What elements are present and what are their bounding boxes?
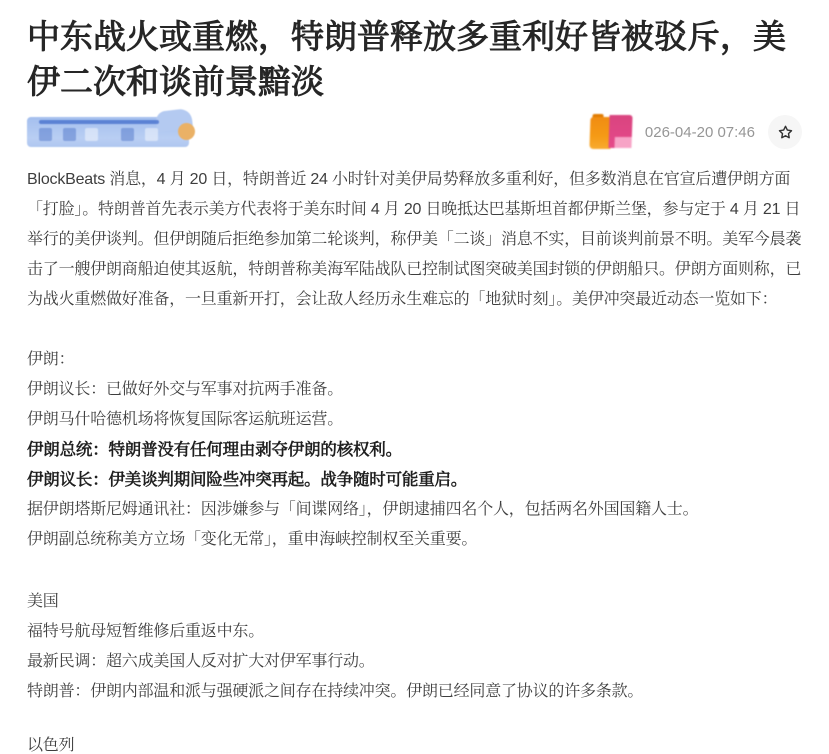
paragraph: 特朗普：伊朗内部温和派与强硬派之间存在持续冲突。伊朗已经同意了协议的许多条款。 (27, 683, 644, 700)
logo-fragment (614, 137, 631, 148)
blurred-author-pill[interactable] (27, 117, 189, 147)
star-outline-icon (776, 123, 795, 142)
meta-right-group (590, 114, 802, 150)
paragraph: 以色列 (27, 737, 75, 754)
source-logo-badge (589, 114, 632, 150)
blur-patch (39, 128, 52, 141)
blur-artifact (39, 120, 159, 124)
paragraph: 伊朗总统：特朗普没有任何理由剥夺伊朗的核权利。 (27, 441, 402, 459)
article-body (27, 165, 802, 754)
paragraph: 伊朗议长：已做好外交与军事对抗两手准备。 (27, 381, 344, 398)
article-content (0, 14, 829, 754)
paragraph: 美国 (27, 593, 59, 610)
article-meta-row (27, 113, 802, 151)
article-title: 中东战火或重燃，特朗普释放多重利好皆被驳斥，美伊二次和谈前景黯淡 (27, 18, 786, 100)
paragraph: 伊朗议长：伊美谈判期间险些冲突再起。战争随时可能重启。 (27, 471, 468, 489)
blur-patch (63, 128, 76, 141)
blur-patch (145, 128, 158, 141)
blur-patch (121, 128, 134, 141)
publish-timestamp: 026-04-20 07:46 (644, 123, 755, 141)
blur-patch (85, 128, 98, 141)
favorite-button[interactable] (768, 115, 802, 149)
paragraph: BlockBeats 消息，4 月 20 日，特朗普近 24 小时针对美伊局势释放多重利好，但多数消息在官宣后遭伊朗方面「打脸」。特朗普首先表示美方代表将于美东时间 4 月 20 日晚抵达巴基斯坦首都伊斯兰堡，参与定于 4 月 21 日举行的美伊谈判。但伊朗随后拒绝参加第二轮谈判，称伊美「二谈」消息不实，目前谈判前景不明。美军今晨袭击了一艘伊朗商船迫使其返航，特朗普称美海军陆战队已控制试图突破美国封锁的伊朗船只。伊朗方面则称，已为战火重燃做好准备，一旦重新开打，会让敌人经历永生难忘的「地狱时刻」。美伊冲突最近动态一览如下： (27, 171, 802, 308)
paragraph: 伊朗副总统称美方立场「变化无常」，重申海峡控制权至关重要。 (27, 531, 478, 548)
paragraph: 福特号航母短暂维修后重返中东。 (27, 623, 265, 640)
paragraph: 最新民调：超六成美国人反对扩大对伊军事行动。 (27, 653, 375, 670)
author-avatar-blur-dot (178, 123, 195, 140)
paragraph: 伊朗： (27, 351, 75, 368)
paragraph: 伊朗马什哈德机场将恢复国际客运航班运营。 (27, 411, 344, 428)
paragraph: 据伊朗塔斯尼姆通讯社：因涉嫌参与「间谍网络」，伊朗逮捕四名个人，包括两名外国国籍人士。 (27, 501, 699, 518)
